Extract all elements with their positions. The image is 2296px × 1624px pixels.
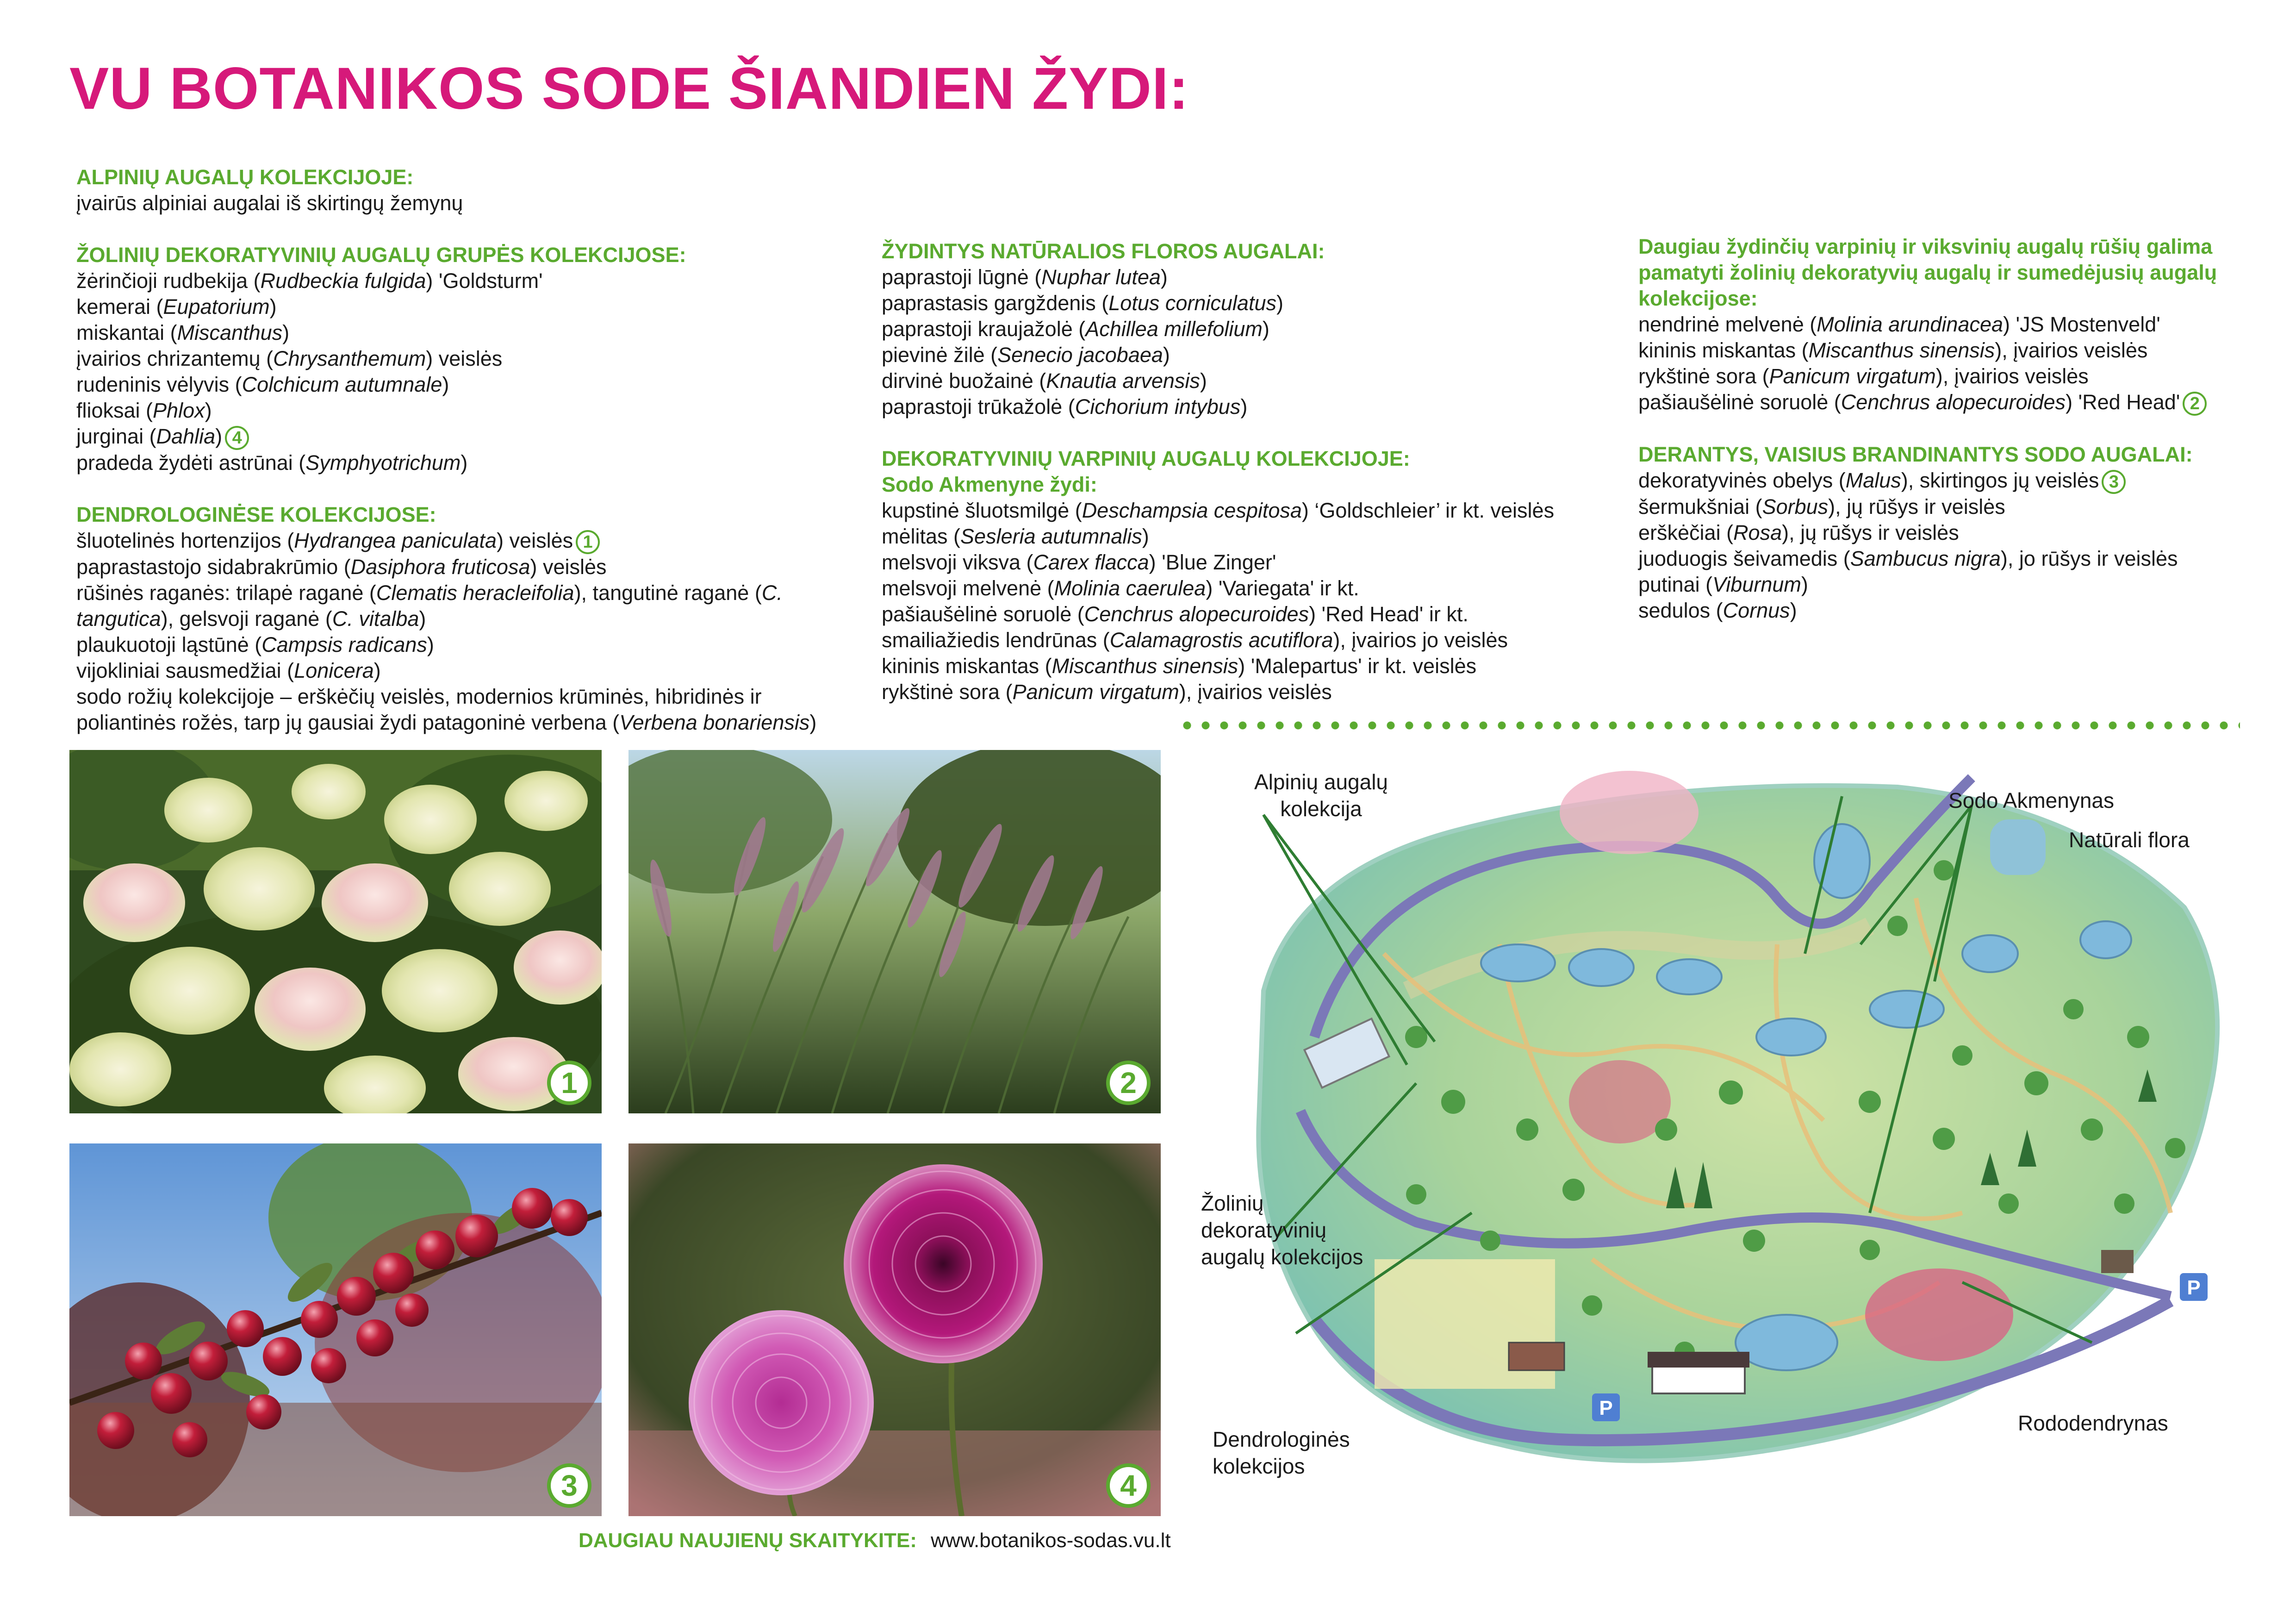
plant-item: įvairios chrizantemų (Chrysanthemum) veislės bbox=[76, 347, 503, 370]
section-heading: Daugiau žydinčių varpinių ir viksvinių augalų rūšių galima pamatyti žolinių dekoratyvių augalų ir sumedėjusių augalų kolekcijose: bbox=[1638, 235, 2217, 310]
section-heading: DERANTYS, VAISIUS BRANDINANTYS SODO AUGALAI: bbox=[1638, 443, 2193, 467]
plant-item: mėlitas (Sesleria autumnalis) bbox=[882, 525, 1149, 548]
plant-item: paprastoji lūgnė (Nuphar lutea) bbox=[882, 265, 1168, 289]
plant-item: erškėčiai (Rosa), jų rūšys ir veislės bbox=[1638, 521, 1959, 545]
plant-item: juoduogis šeivamedis (Sambucus nigra), jo rūšys ir veislės bbox=[1638, 547, 2178, 571]
photo-reference-badge: 4 bbox=[225, 426, 249, 450]
photo-reference-badge: 2 bbox=[2183, 392, 2207, 416]
svg-text:P: P bbox=[1599, 1397, 1613, 1419]
plant-item: plaukuotoji ląstūnė (Campsis radicans) bbox=[76, 633, 434, 657]
section-heading: ŽOLINIŲ DEKORATYVINIŲ AUGALŲ GRUPĖS KOLEKCIJOSE: bbox=[76, 243, 686, 267]
photo-reference-badge: 1 bbox=[576, 530, 600, 554]
plant-item: dekoratyvinės obelys (Malus), skirtingos jų veislės 3 bbox=[1638, 468, 2254, 494]
plant-item: įvairūs alpiniai augalai iš skirtingų žemynų bbox=[76, 191, 463, 215]
map-label-herb: Žolinių dekoratyvinių augalų kolekcijos bbox=[1201, 1191, 1363, 1269]
section-fruit bbox=[1638, 442, 2254, 624]
garden-map bbox=[1176, 750, 2249, 1546]
plant-item: rūšinės raganės: trilapė raganė (Clematis heracleifolia), tangutinė raganė (C. bbox=[76, 581, 783, 605]
plant-item: flioksai (Phlox) bbox=[76, 399, 212, 422]
plant-item: vijokliniai sausmedžiai (Lonicera) bbox=[76, 659, 381, 683]
plant-item: dirvinė buožainė (Knautia arvensis) bbox=[882, 369, 1207, 393]
svg-text:P: P bbox=[2187, 1276, 2201, 1299]
crabapple-photo bbox=[69, 1143, 602, 1516]
plant-item: kininis miskantas (Miscanthus sinensis) 'Malepartus' ir kt. veislės bbox=[882, 654, 1477, 678]
grass-photo bbox=[628, 750, 1161, 1113]
plant-item: tangutica), gelsvoji raganė (C. vitalba) bbox=[76, 607, 426, 631]
plant-item: melsvoji viksva (Carex flacca) 'Blue Zinger' bbox=[882, 550, 1276, 574]
dahlia-photo bbox=[628, 1143, 1161, 1516]
section-heading: DEKORATYVINIŲ VARPINIŲ AUGALŲ KOLEKCIJOJE: bbox=[882, 447, 1410, 470]
section-grasses bbox=[882, 446, 1631, 705]
website-link[interactable]: www.botanikos-sodas.vu.lt bbox=[931, 1529, 1171, 1552]
section-subheading: Sodo Akmenyne žydi: bbox=[882, 473, 1097, 496]
photo-badge: 2 bbox=[1106, 1061, 1151, 1105]
footer bbox=[579, 1529, 1171, 1552]
map-label-akmenynas: Sodo Akmenynas bbox=[1948, 788, 2115, 812]
plant-item: pašiaušėlinė soruolė (Cenchrus alopecuroides) 'Red Head' 2 bbox=[1638, 389, 2254, 416]
photo-badge: 1 bbox=[547, 1061, 591, 1105]
map-label-dendro: Dendrologinės kolekcijos bbox=[1213, 1427, 1350, 1478]
photo-reference-badge: 3 bbox=[2102, 470, 2126, 494]
plant-item: kininis miskantas (Miscanthus sinensis), įvairios veislės bbox=[1638, 338, 2148, 362]
plant-item: paprastoji trūkažolė (Cichorium intybus) bbox=[882, 395, 1248, 418]
plant-item: žėrinčioji rudbekija (Rudbeckia fulgida) 'Goldsturm' bbox=[76, 269, 543, 293]
plant-item: smailiažiedis lendrūnas (Calamagrostis acutiflora), įvairios jo veislės bbox=[882, 628, 1508, 652]
plant-item: paprastastojo sidabrakrūmio (Dasiphora fruticosa) veislės bbox=[76, 555, 607, 579]
plant-item: sedulos (Cornus) bbox=[1638, 599, 1797, 623]
plant-item: pradeda žydėti astrūnai (Symphyotrichum) bbox=[76, 451, 468, 475]
section-natural-flora bbox=[882, 238, 1631, 420]
plant-item: pašiaušėlinė soruolė (Cenchrus alopecuroides) 'Red Head' ir kt. bbox=[882, 602, 1468, 626]
plant-item: rudeninis vėlyvis (Colchicum autumnale) bbox=[76, 373, 449, 396]
plant-item: kemerai (Eupatorium) bbox=[76, 295, 277, 319]
plant-item: jurginai (Dahlia) 4 bbox=[76, 424, 872, 450]
plant-item: poliantinės rožės, tarp jų gausiai žydi patagoninė verbena (Verbena bonariensis) bbox=[76, 711, 817, 735]
section-alpine bbox=[76, 164, 872, 216]
dotted-divider bbox=[1178, 721, 2240, 730]
section-heading: ALPINIŲ AUGALŲ KOLEKCIJOJE: bbox=[76, 165, 414, 189]
plant-item: rykštinė sora (Panicum virgatum), įvairios veislės bbox=[1638, 364, 2089, 388]
plant-item: paprastasis gargždenis (Lotus corniculatus) bbox=[882, 291, 1283, 315]
column-middle bbox=[882, 238, 1631, 731]
map-label-alpine: Alpinių augalų kolekcija bbox=[1254, 770, 1388, 821]
section-heading: ŽYDINTYS NATŪRALIOS FLOROS AUGALAI: bbox=[882, 239, 1325, 263]
hydrangea-photo bbox=[69, 750, 602, 1113]
page-title: VU BOTANIKOS SODE ŠIANDIEN ŽYDI: bbox=[69, 56, 1189, 122]
plant-item: paprastoji kraujažolė (Achillea millefolium) bbox=[882, 317, 1269, 341]
section-more-grasses bbox=[1638, 234, 2254, 416]
section-herb bbox=[76, 242, 872, 476]
section-dendro bbox=[76, 502, 872, 736]
section-heading: DENDROLOGINĖSE KOLEKCIJOSE: bbox=[76, 503, 436, 527]
plant-item: šluotelinės hortenzijos (Hydrangea paniculata) veislės 1 bbox=[76, 528, 872, 554]
plant-item: miskantai (Miscanthus) bbox=[76, 321, 290, 344]
plant-item: sodo rožių kolekcijoje – erškėčių veislės, modernios krūminės, hibridinės ir bbox=[76, 685, 762, 709]
plant-item: melsvoji melvenė (Molinia caerulea) 'Variegata' ir kt. bbox=[882, 576, 1359, 600]
plant-item: putinai (Viburnum) bbox=[1638, 573, 1808, 597]
plant-item: rykštinė sora (Panicum virgatum), įvairios veislės bbox=[882, 680, 1332, 704]
map-label-natural-flora: Natūrali flora bbox=[2069, 828, 2190, 852]
plant-item: nendrinė melvenė (Molinia arundinacea) 'JS Mostenveld' bbox=[1638, 312, 2160, 336]
plant-item: pievinė žilė (Senecio jacobaea) bbox=[882, 343, 1170, 367]
photo-badge: 4 bbox=[1106, 1463, 1151, 1508]
plant-item: šermukšniai (Sorbus), jų rūšys ir veislės bbox=[1638, 495, 2005, 519]
map-label-rhododendron: Rododendrynas bbox=[2018, 1411, 2168, 1435]
plant-item: kupstinė šluotsmilgė (Deschampsia cespitosa) ‘Goldschleier’ ir kt. veislės bbox=[882, 499, 1555, 522]
photo-badge: 3 bbox=[547, 1463, 591, 1508]
footer-label: DAUGIAU NAUJIENŲ SKAITYKITE: bbox=[579, 1529, 917, 1552]
column-right bbox=[1638, 234, 2254, 650]
column-left bbox=[76, 164, 872, 762]
